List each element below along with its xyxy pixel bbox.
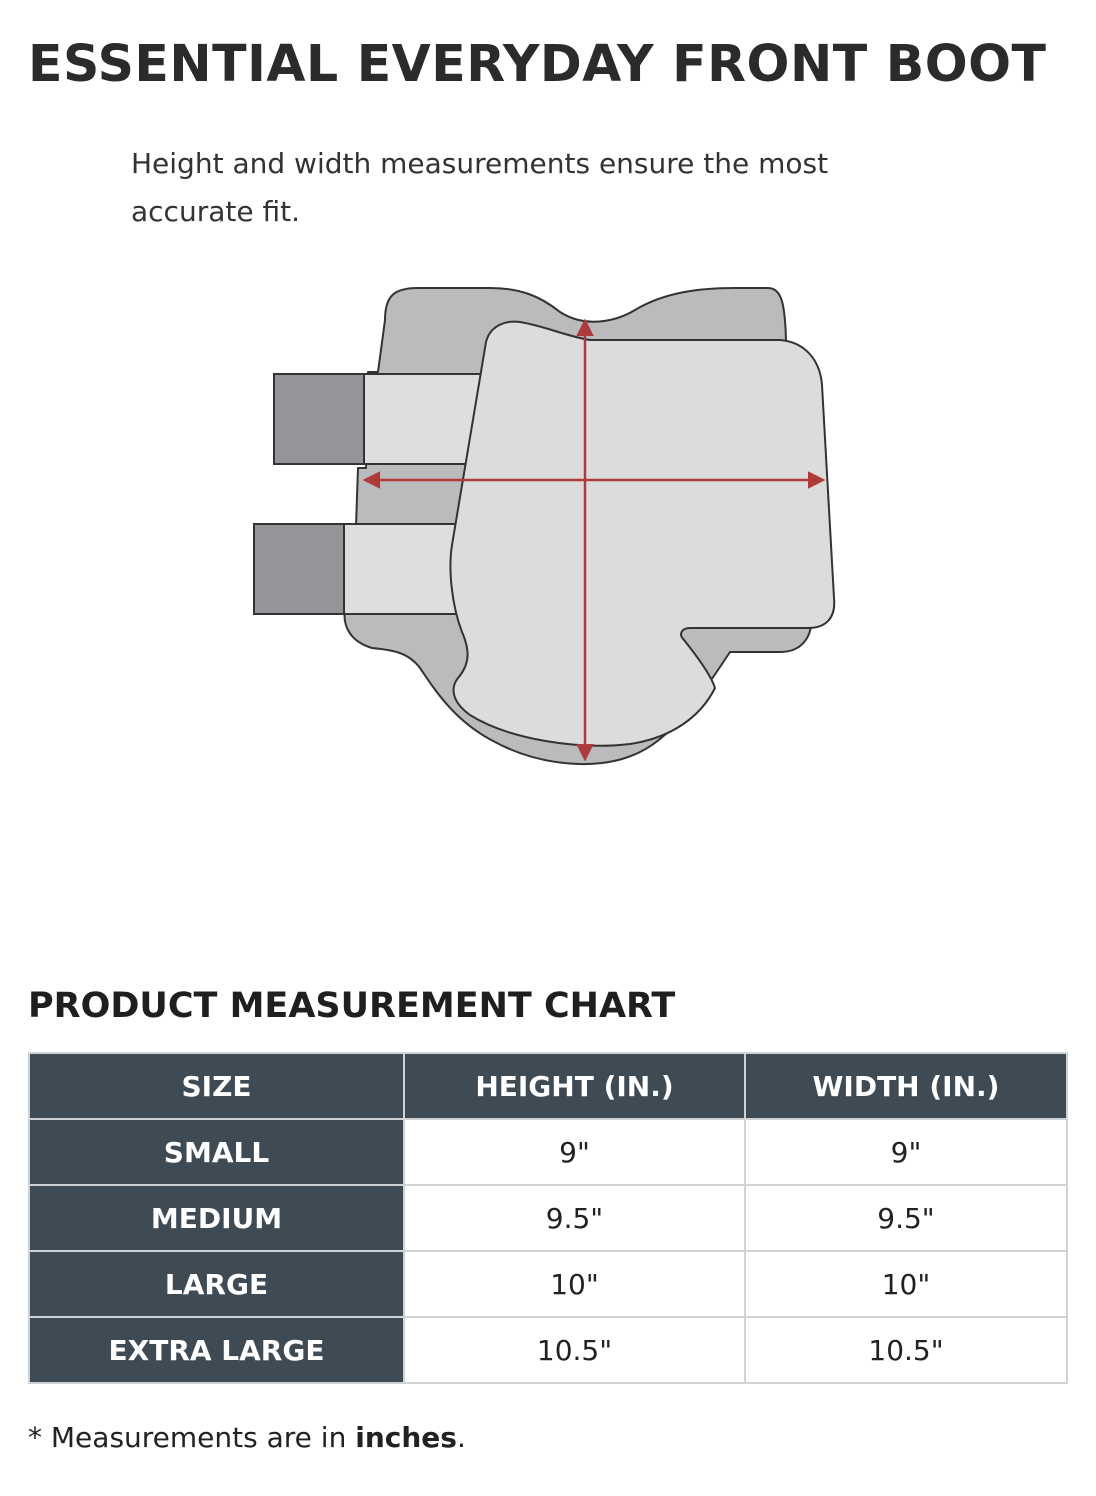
- height-cell: 9": [404, 1119, 745, 1185]
- upper-strap-tab: [274, 374, 364, 464]
- height-cell: 9.5": [404, 1185, 745, 1251]
- column-header-size: SIZE: [29, 1053, 404, 1119]
- height-cell: 10": [404, 1251, 745, 1317]
- height-cell: 10.5": [404, 1317, 745, 1383]
- table-row: [29, 1185, 1067, 1251]
- table-row: [29, 1317, 1067, 1383]
- size-cell: MEDIUM: [29, 1185, 404, 1251]
- footnote-emphasis: inches: [355, 1421, 457, 1454]
- boot-measurement-diagram: [0, 270, 1096, 770]
- footnote: [28, 1416, 466, 1460]
- width-cell: 10": [745, 1251, 1067, 1317]
- footnote-suffix: .: [456, 1421, 466, 1454]
- width-cell: 10.5": [745, 1317, 1067, 1383]
- size-cell: SMALL: [29, 1119, 404, 1185]
- width-cell: 9.5": [745, 1185, 1067, 1251]
- table-row: [29, 1251, 1067, 1317]
- size-cell: LARGE: [29, 1251, 404, 1317]
- boot-inner-panel: [450, 322, 834, 746]
- width-cell: 9": [745, 1119, 1067, 1185]
- footnote-prefix: * Measurements are in: [28, 1421, 356, 1454]
- table-header-row: [29, 1053, 1067, 1119]
- intro-text: Height and width measurements ensure the most accurate fit.: [131, 147, 829, 228]
- chart-title: PRODUCT MEASUREMENT CHART: [28, 986, 676, 1026]
- column-header-height: HEIGHT (IN.): [404, 1053, 745, 1119]
- size-cell: EXTRA LARGE: [29, 1317, 404, 1383]
- table-row: [29, 1119, 1067, 1185]
- lower-strap-tab: [254, 524, 344, 614]
- page-title: ESSENTIAL EVERYDAY FRONT BOOT: [28, 35, 1047, 94]
- measurement-table: [28, 1052, 1068, 1384]
- column-header-width: WIDTH (IN.): [745, 1053, 1067, 1119]
